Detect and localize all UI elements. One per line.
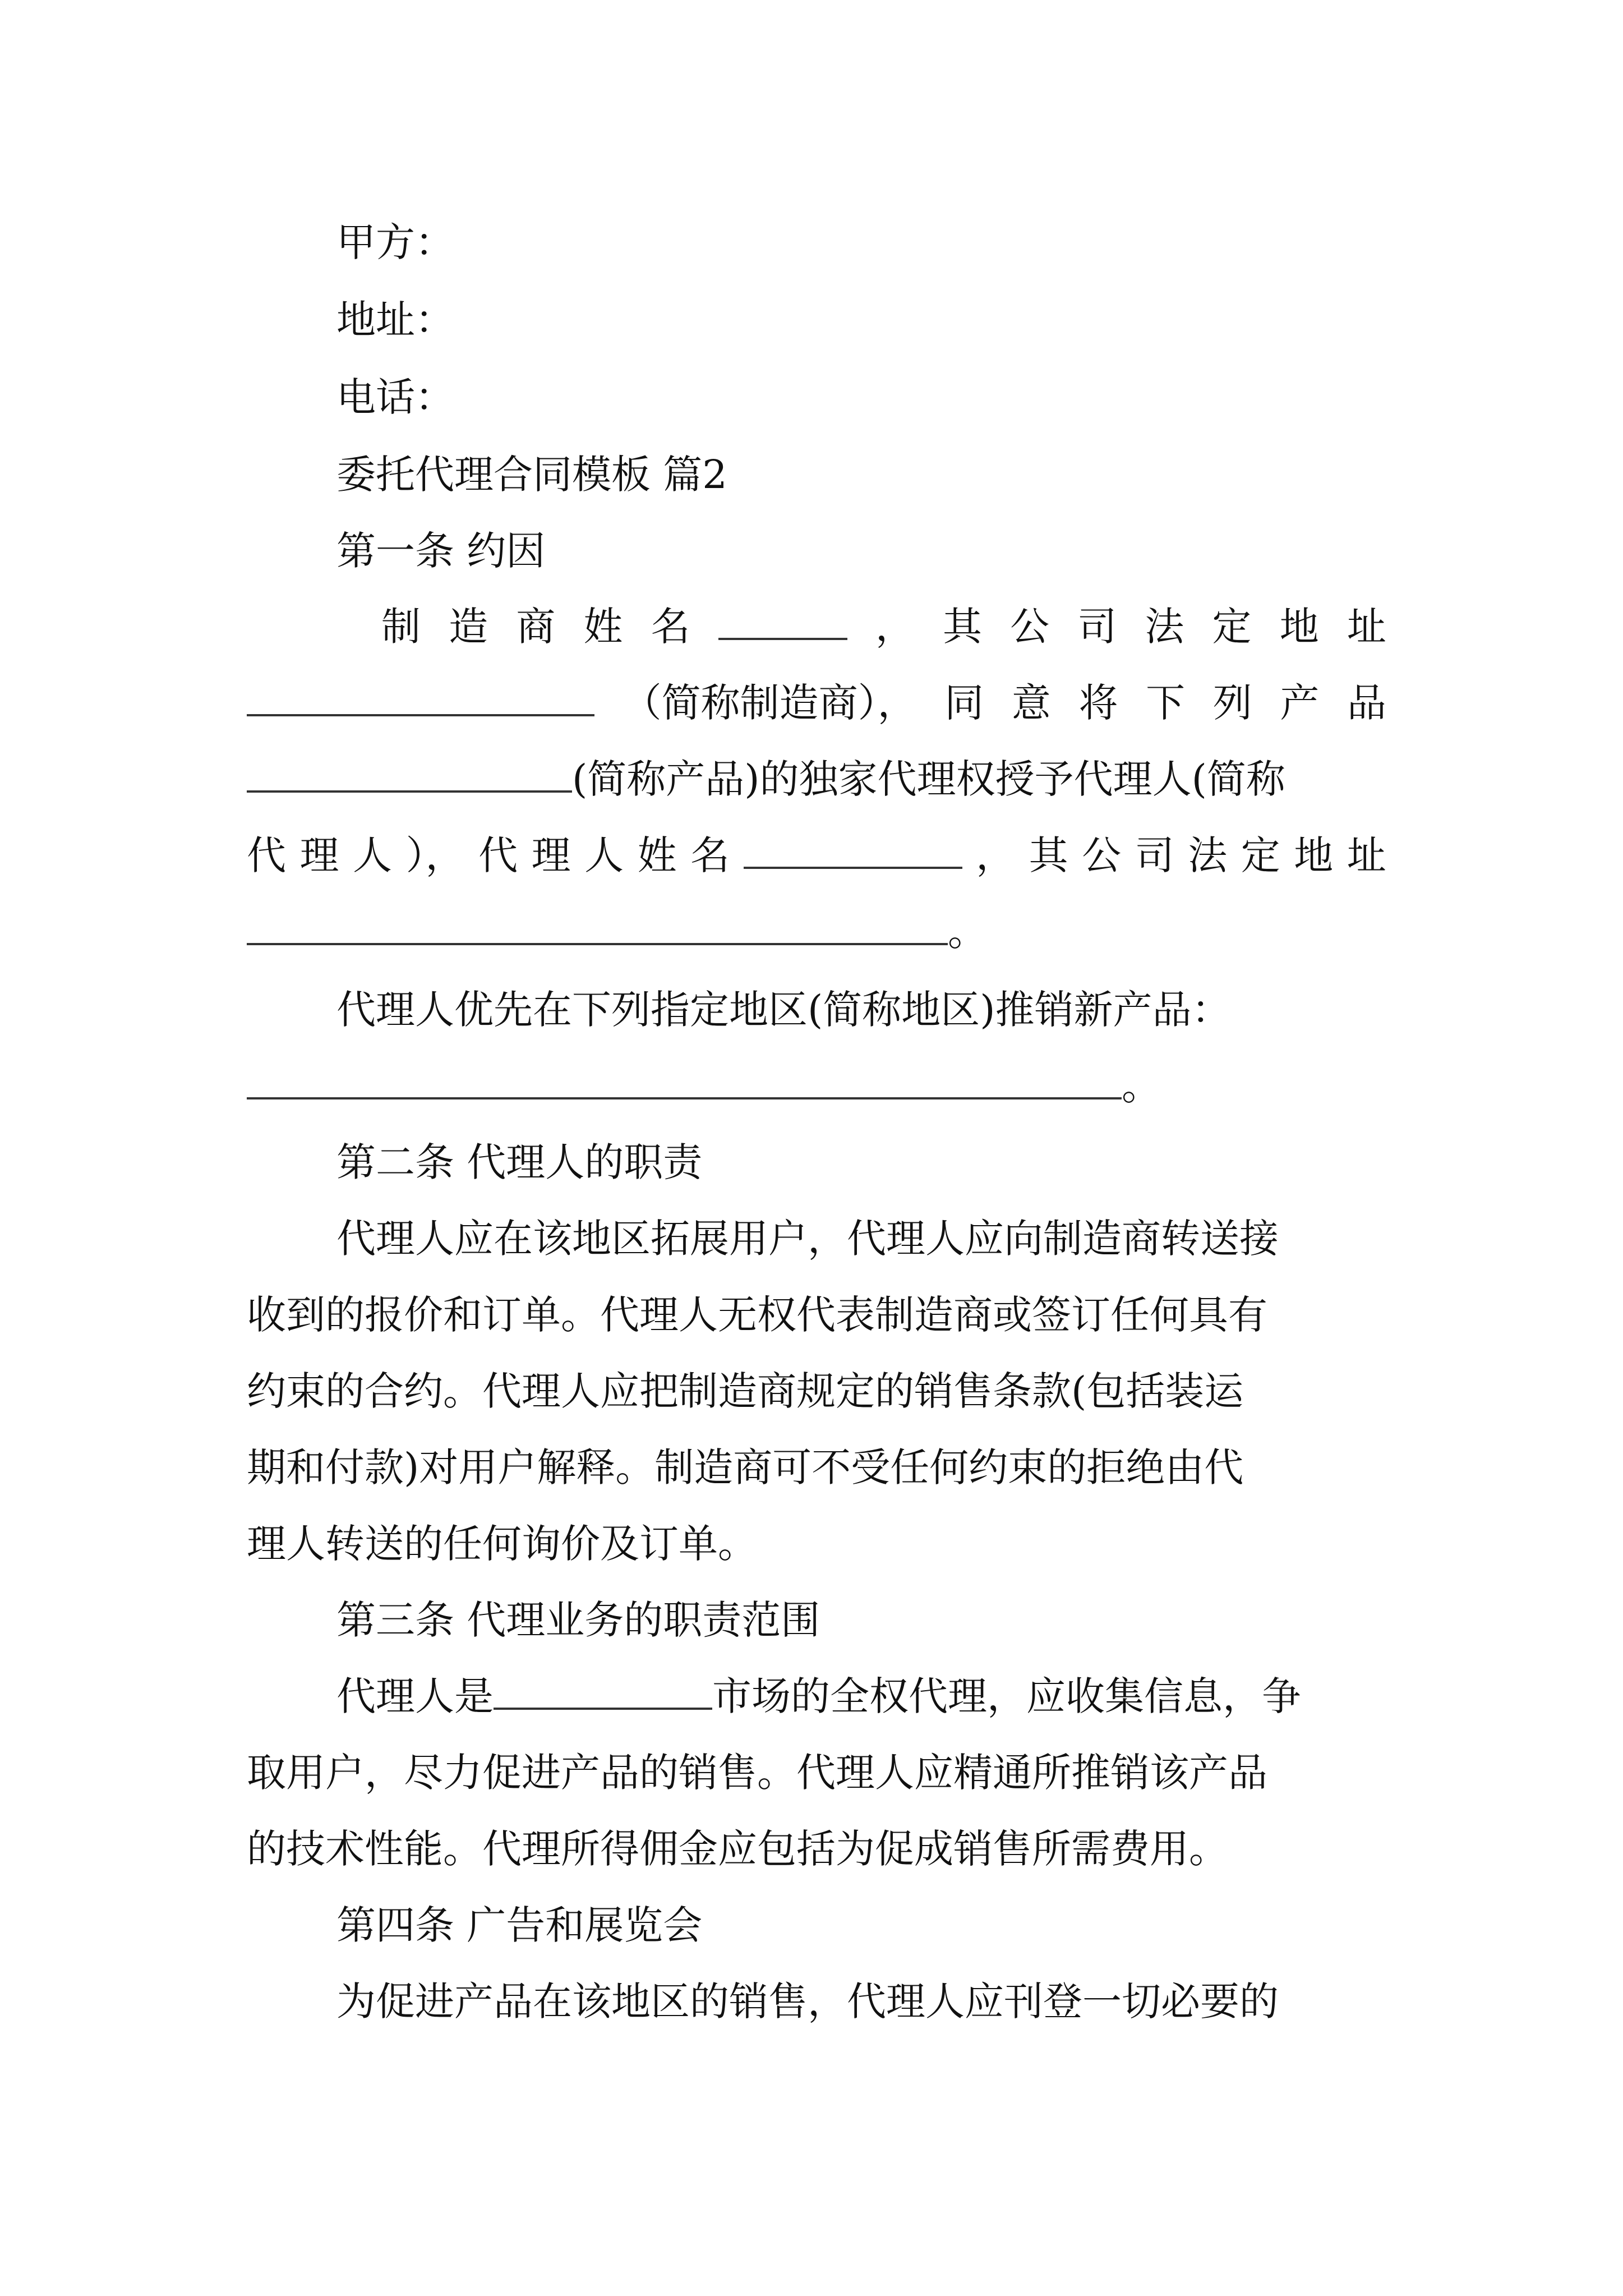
article4-title: 第四条 广告和展览会 bbox=[336, 1902, 703, 1948]
a1l2-c2: 意 bbox=[1011, 680, 1051, 726]
a1l1-c10: 定 bbox=[1212, 604, 1252, 650]
a1l4-c11: 公 bbox=[1082, 832, 1122, 878]
article3-line3: 的技术性能。代理所得佣金应包括为促成销售所需费用。 bbox=[247, 1826, 1228, 1872]
article1-territory-line bbox=[247, 1062, 1161, 1110]
article1-line5 bbox=[247, 908, 987, 955]
a1l1-c1: 造 bbox=[449, 604, 488, 650]
article1-territory-end: 。 bbox=[1122, 1063, 1161, 1109]
a1l4-c1: 理 bbox=[299, 832, 339, 878]
article4-line1: 为促进产品在该地区的销售，代理人应刊登一切必要的 bbox=[336, 1978, 1279, 2024]
article2-line1: 代理人应在该地区拓展用户，代理人应向制造商转送接 bbox=[336, 1216, 1279, 1262]
a1l4-c15: 地 bbox=[1294, 832, 1334, 878]
a1l1-c3: 姓 bbox=[583, 604, 623, 650]
a1l4-c13: 法 bbox=[1188, 832, 1228, 878]
article3-line1-post: 市场的全权代理，应收集信息，争 bbox=[712, 1673, 1301, 1719]
a1l4-c0: 代 bbox=[247, 832, 286, 878]
article1-line2 bbox=[247, 679, 1386, 726]
a1l4-c2: 人 bbox=[353, 832, 393, 878]
a1l2-c1: 同 bbox=[944, 680, 984, 726]
article1-line4 bbox=[247, 832, 1386, 879]
a1l2-c7: 品 bbox=[1347, 680, 1386, 726]
blank-agent-name bbox=[744, 833, 962, 869]
a1l2-c3: 将 bbox=[1078, 680, 1118, 726]
blank-agent-address bbox=[247, 909, 948, 945]
a1l2-c5: 列 bbox=[1212, 680, 1252, 726]
blank-territory bbox=[247, 1064, 1122, 1099]
a1l4-c5: 理 bbox=[531, 832, 571, 878]
a1l1-c12: 址 bbox=[1347, 604, 1386, 650]
a1l4-c10: 其 bbox=[1029, 832, 1068, 878]
article1-line5-end: 。 bbox=[948, 909, 987, 955]
a1l1-c9: 法 bbox=[1145, 604, 1184, 650]
article2-line5: 理人转送的任何询价及订单。 bbox=[247, 1521, 757, 1567]
blank-product bbox=[247, 757, 572, 793]
article1-line1 bbox=[247, 603, 1386, 650]
a1l2-c6: 产 bbox=[1280, 680, 1320, 726]
phone-label: 电话： bbox=[336, 374, 454, 420]
a1l1-c6: 其 bbox=[942, 604, 982, 650]
article2-line4: 期和付款)对用户解释。制造商可不受任何约束的拒绝由代 bbox=[247, 1444, 1244, 1490]
a1l1-c0: 制 bbox=[381, 604, 421, 650]
article3-title: 第三条 代理业务的职责范围 bbox=[336, 1597, 820, 1643]
a1l1-c4: 名 bbox=[651, 604, 690, 650]
a1l4-c3: ）， bbox=[405, 832, 465, 878]
a1l4-c14: 定 bbox=[1241, 832, 1280, 878]
a1l2-c0: （简称制造商）， bbox=[622, 680, 917, 726]
party-a-label: 甲方： bbox=[336, 219, 454, 265]
article1-line3-text: (简称产品)的独家代理权授予代理人(简称 bbox=[572, 756, 1285, 802]
a1l1-c7: 公 bbox=[1010, 604, 1050, 650]
article2-title: 第二条 代理人的职责 bbox=[336, 1139, 703, 1185]
article1-title: 第一条 约因 bbox=[336, 528, 546, 574]
article2-line3: 约束的合约。代理人应把制造商规定的销售条款(包括装运 bbox=[247, 1368, 1244, 1414]
article2-line2: 收到的报价和订单。代理人无权代表制造商或签订任何具有 bbox=[247, 1292, 1267, 1338]
a1l4-c7: 姓 bbox=[637, 832, 677, 878]
article1-line3 bbox=[247, 756, 1285, 803]
blank-manufacturer-name bbox=[718, 604, 847, 640]
a1l4-c8: 名 bbox=[690, 832, 730, 878]
a1l1-c8: 司 bbox=[1077, 604, 1117, 650]
article3-line2: 取用户，尽力促进产品的销售。代理人应精通所推销该产品 bbox=[247, 1750, 1267, 1796]
a1l4-c4: 代 bbox=[478, 832, 518, 878]
blank-market bbox=[494, 1674, 712, 1710]
a1l1-c2: 商 bbox=[516, 604, 556, 650]
article1-territory-text: 代理人优先在下列指定地区(简称地区)推销新产品： bbox=[336, 987, 1231, 1033]
a1l4-c12: 司 bbox=[1135, 832, 1174, 878]
a1l2-c4: 下 bbox=[1146, 680, 1186, 726]
article3-line1 bbox=[336, 1673, 1301, 1720]
a1l1-c5: ， bbox=[875, 604, 915, 650]
section-title: 委托代理合同模板 篇2 bbox=[336, 452, 727, 498]
article3-line1-pre: 代理人是 bbox=[336, 1673, 494, 1719]
a1l4-c6: 人 bbox=[584, 832, 624, 878]
a1l4-c16: 址 bbox=[1347, 832, 1386, 878]
a1l1-c11: 地 bbox=[1279, 604, 1319, 650]
blank-manufacturer-address bbox=[247, 680, 594, 716]
address-label: 地址： bbox=[336, 297, 454, 343]
a1l4-c9: ， bbox=[976, 832, 1016, 878]
